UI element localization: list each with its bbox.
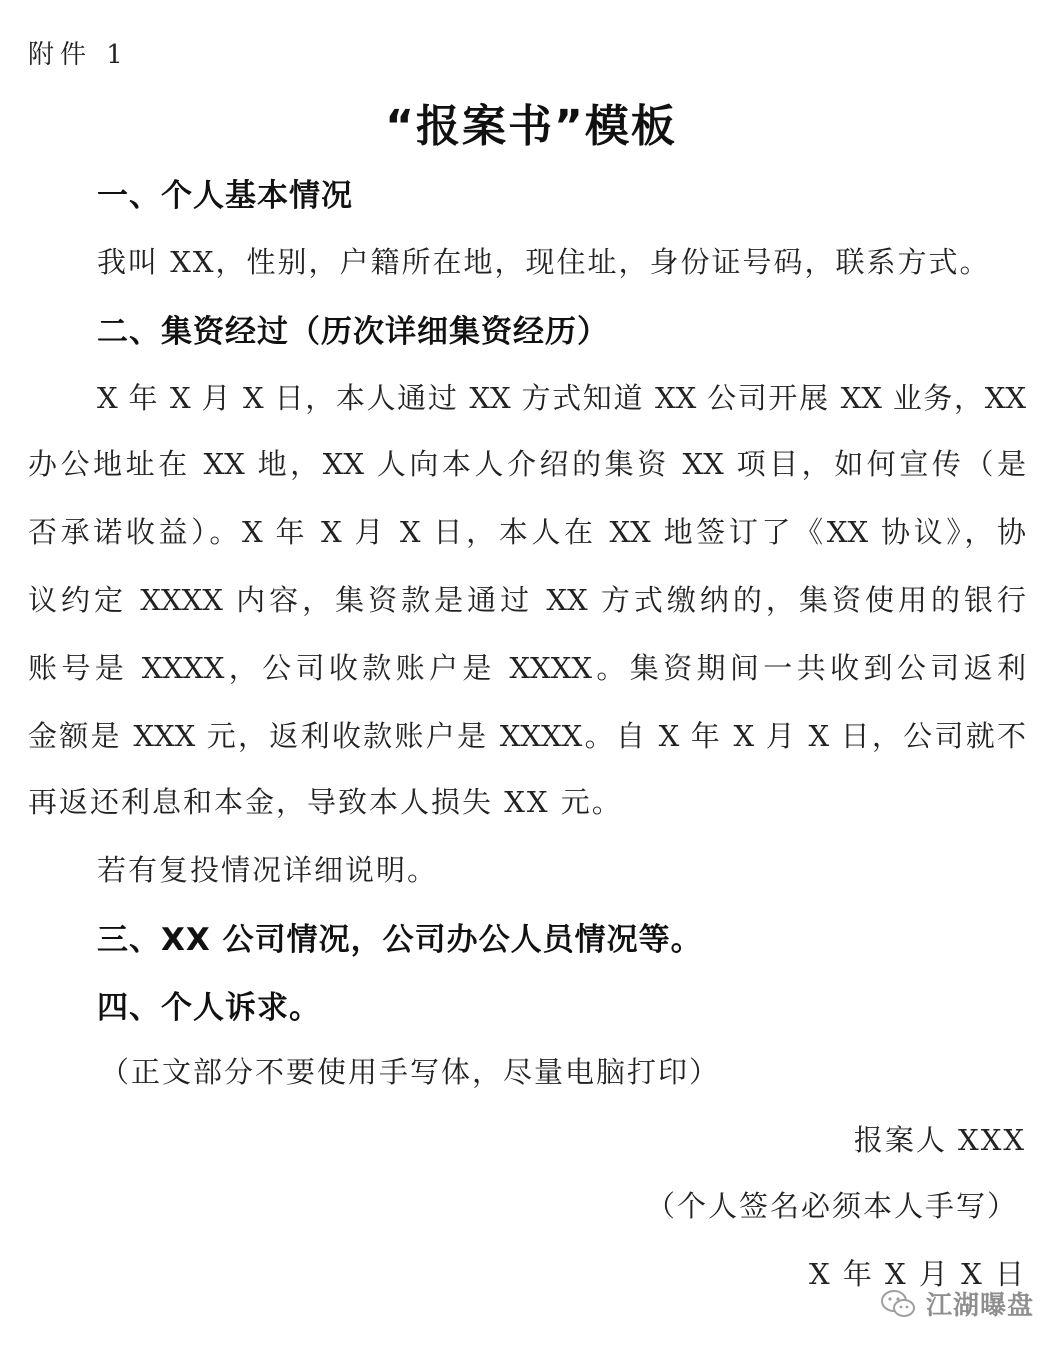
watermark [880,1285,1034,1322]
section-2-line: 办公地址在 XX 地，XX 人向本人介绍的集资 XX 项目，如何宣传（是 [28,447,1026,481]
reporter-signature: 报案人 XXX [853,1123,1026,1157]
print-note: （正文部分不要使用手写体，尽量电脑打印） [100,1055,721,1089]
section-2-heading: 二、集资经过（历次详细集资经历） [97,314,609,350]
section-2-line: 再返还利息和本金，导致本人损失 XX 元。 [28,785,623,819]
section-4-heading: 四、个人诉求。 [97,990,321,1026]
section-2-line: X 年 X 月 X 日，本人通过 XX 方式知道 XX 公司开展 XX 业务，XX [97,381,1026,415]
section-3-heading: 三、XX 公司情况，公司办公人员情况等。 [97,922,703,958]
attachment-label: 附件 1 [28,40,129,70]
section-2-line: 金额是 XXX 元，返利收款账户是 XXXX。自 X 年 X 月 X 日，公司就不 [28,719,1026,753]
section-2-line: 账号是 XXXX，公司收款账户是 XXXX。集资期间一共收到公司返利 [28,651,1026,685]
section-2-reinvest: 若有复投情况详细说明。 [97,853,439,887]
section-2-line: 否承诺收益）。X 年 X 月 X 日，本人在 XX 地签订了《XX 协议》，协 [28,515,1026,549]
section-1-body: 我叫 XX，性别，户籍所在地，现住址，身份证号码，联系方式。 [97,245,991,279]
document-title: “报案书”模板 [385,101,677,152]
section-2-line: 议约定 XXXX 内容，集资款是通过 XX 方式缴纳的，集资使用的银行 [28,583,1026,617]
signature-instruction: （个人签名必须本人手写） [645,1189,1018,1223]
wechat-icon [880,1289,916,1319]
watermark-text: 江湖曝盘 [925,1291,1034,1321]
report-date: X 年 X 月 X 日 [808,1257,1026,1291]
section-1-heading: 一、个人基本情况 [97,178,353,214]
